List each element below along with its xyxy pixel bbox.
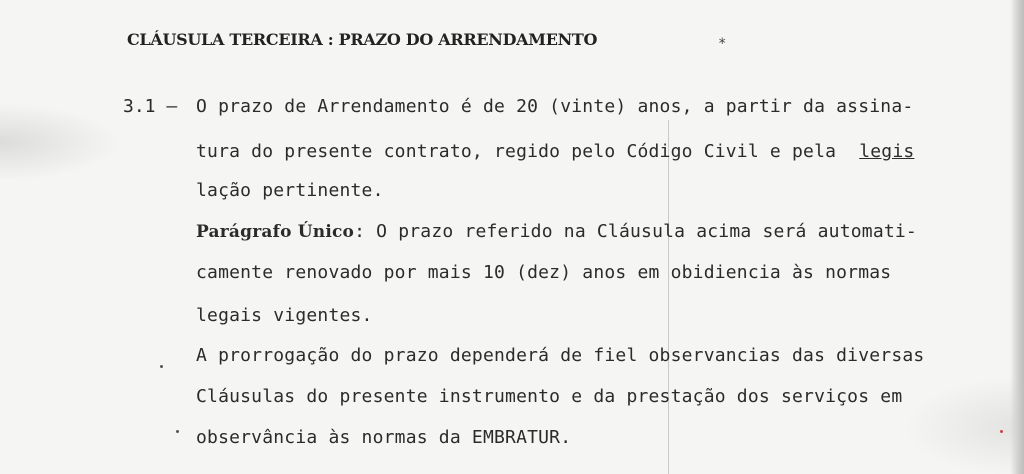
ink-speck: [176, 430, 179, 433]
clause-heading: CLÁUSULA TERCEIRA : PRAZO DO ARRENDAMENTO: [127, 30, 598, 49]
paragraph-label: Parágrafo Único: [196, 222, 355, 242]
extension-line-3: observância às normas da EMBRATUR.: [196, 427, 572, 448]
page-fold: [668, 120, 669, 474]
extension-line-2: Cláusulas do presente instrumento e da prestação dos serviços em: [196, 386, 903, 407]
paragraph-line-1: [196, 221, 917, 243]
ink-speck: [1000, 430, 1003, 433]
clause-line-1: O prazo de Arrendamento é de 20 (vinte) anos, a partir da assina-: [196, 96, 914, 117]
extension-line-1: A prorrogação do prazo dependerá de fiel observancias das diversas: [196, 345, 925, 366]
clause-number: 3.1 –: [123, 96, 178, 117]
paragraph-line-3: legais vigentes.: [196, 305, 373, 326]
clause-line-2-tail: legis: [859, 141, 915, 162]
asterisk-mark: *: [718, 36, 727, 52]
paragraph-first-line: : O prazo referido na Cláusula acima será automati-: [354, 221, 917, 242]
page-edge: [1010, 0, 1024, 474]
paragraph-line-2: camente renovado por mais 10 (dez) anos em obidiencia às normas: [196, 262, 892, 283]
clause-line-2-text: tura do presente contrato, regido pelo Código Civil e pela: [196, 141, 837, 162]
clause-line-3: lação pertinente.: [196, 180, 384, 201]
ink-speck: [160, 365, 163, 368]
clause-line-2: [196, 141, 914, 163]
